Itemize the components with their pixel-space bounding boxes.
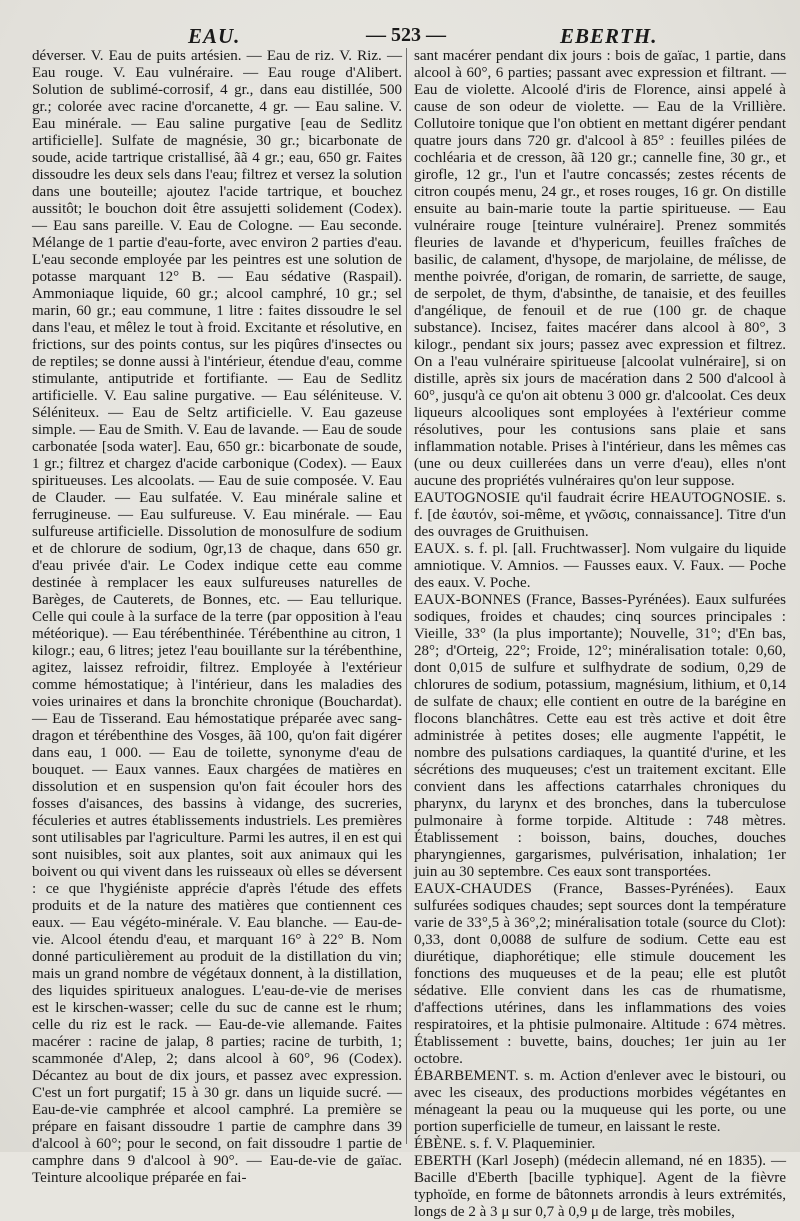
left-column — [32, 48, 402, 1186]
entry-eautognosie: EAUTOGNOSIE qu'il faudrait écrire HEAUTOGNOSIE. s. f. [de ἑαυτόν, soi-même, et γνῶσις, connaissance]. Titre d'un des ouvrages de Gruithuisen. — [414, 490, 786, 540]
page-number: — 523 — — [366, 24, 446, 46]
column-divider — [406, 48, 407, 1144]
right-column — [414, 48, 786, 1220]
entry-continuation: sant macérer pendant dix jours : bois de gaïac, 1 partie, dans alcool à 60°, 6 parties; passant avec expression et filtrant. — Eau de violette. Alcoolé d'iris de Florence, ainsi appelé à cause de son odeur de violette. — Eau de la Vrillière. Collutoire tonique que l'on obtient en mettant digérer pendant quatre jours dans 720 gr. d'alcool à 85° : feuilles pilées de cochléaria et de cresson, ãã 120 gr.; cannelle fine, 30 gr., et girofle, 12 gr., l'un et l'autre concassés; zestes récents de citron coupés menu, 24 gr., et roses rouges, 16 gr. On distille ensuite au bain-marie toute la partie spiritueuse. — Eau vulnéraire rouge [teinture vulnéraire]. Prenez sommités fleuries de lavande et d'hypericum, feuilles fraîches de basilic, de calament, d'hysope, de marjolaine, de mélisse, de menthe poivrée, d'origan, de romarin, de sarriette, de sauge, de serpolet, de thym, d'absinthe, de tanaisie, et des feuilles d'angélique, de fenouil et de rue (100 gr. de chaque substance). Incisez, faites macérer dans alcool à 80°, 3 kilogr., pendant six jours; passez avec expression et filtrez. On a l'eau vulnéraire spiritueuse [alcoolat vulnéraire], si on distille, après six jours de macération dans 2 500 d'alcool à 60°, jusqu'à ce qu'on ait obtenu 3 000 gr. d'alcoolat. Ces deux liqueurs alcooliques sont employées à l'extérieur comme résolutives, pour les contusions sans plaie et sans inflammation notable. Prises à l'intérieur, dans les mêmes cas (une ou deux cuillerées dans un verre d'eau), elles n'ont aucune des propriétés vulnéraires qu'on leur suppose. — [414, 48, 786, 489]
entry-eaux: EAUX. s. f. pl. [all. Fruchtwasser]. Nom vulgaire du liquide amniotique. V. Amnios. — Fausses eaux. V. Faux. — Poche des eaux. V. Poche. — [414, 541, 786, 591]
entry-eaux-bonnes: EAUX-BONNES (France, Basses-Pyrénées). Eaux sulfurées sodiques, froides et chaudes; cinq sources principales : Vieille, 33° (la plus importante); Nouvelle, 31°; d'En bas, 28°; d'Orteig, 22°; Froide, 12°; minéralisation totale: 0,60, dont 0,015 de sulfure et sulfhydrate de sodium, 0,29 de chlorures de sodium, potassium, magnésium, lithium, et 0,14 de sulfate de chaux; elle contient en outre de la barégine en flocons blanchâtres. Cette eau est très active et doit être administrée à petites doses; elle augmente l'appétit, le nombre des pulsations cardiaques, la quantité d'urine, et les sécrétions des muqueuses; c'est un traitement excitant. Elle convient dans les affections catarrhales chroniques du pharynx, du larynx et des bronches, dans la tuberculose pulmonaire à forme torpide. Altitude : 748 mètres. Établissement : boisson, bains, douches, douches pharyngiennes, gargarismes, pulvérisation, inhalation; 1er juin au 30 septembre. Ces eaux sont transportées. — [414, 592, 786, 880]
entry-ebarbement: ÉBARBEMENT. s. m. Action d'enlever avec le bistouri, ou avec les ciseaux, des productions morbides végétantes en ménageant la peau ou la muqueuse qui les porte, ou une portion superficielle de tumeur, en laissant le reste. — [414, 1068, 786, 1135]
header-left-word: EAU. — [188, 24, 241, 48]
entry-ebene: ÉBÈNE. s. f. V. Plaqueminier. — [414, 1136, 596, 1152]
left-column-text: déverser. V. Eau de puits artésien. — Eau de riz. V. Riz. — Eau rouge. V. Eau vulnéraire. — Eau rouge d'Alibert. Solution de sublimé-corrosif, 4 gr., dans eau distillée, 500 gr.; colorée avec racine d'orcanette, 4 gr. — Eau saline. V. Eau minérale. — Eau saline purgative [eau de Sedlitz artificielle]. Sulfate de magnésie, 30 gr.; bicarbonate de soude, acide tartrique cristallisé, ãã 4 gr.; eau, 650 gr. Faites dissoudre les deux sels dans l'eau; filtrez et versez la solution dans une bouteille; ajoutez l'acide tartrique, et bouchez aussitôt; le bouchon doit être assujetti solidement (Codex). — Eau sans pareille. V. Eau de Cologne. — Eau seconde. Mélange de 1 partie d'eau-forte, avec environ 2 parties d'eau. L'eau seconde employée par les peintres est une solution de potasse marquant 12° B. — Eau sédative (Raspail). Ammoniaque liquide, 60 gr.; alcool camphré, 10 gr.; sel marin, 60 gr.; eau commune, 1 litre : faites dissoudre le sel dans l'eau, et mêlez le tout à froid. Excitante et résolutive, en frictions, sur des points contus, sur les piqûres d'insectes ou de reptiles; se donne aussi à l'intérieur, étendue d'eau, comme stimulante, antiputride et fortifiante. — Eau de Sedlitz artificielle. V. Eau saline purgative. — Eau séléniteuse. V. Séléniteux. — Eau de Seltz artificielle. V. Eau gazeuse simple. — Eau de Smith. V. Eau de lavande. — Eau de soude carbonatée [soda water]. Eau, 650 gr.: bicarbonate de soude, 1 gr.; filtrez et chargez d'acide carbonique (Codex). — Eaux spiritueuses. Les alcoolats. — Eau de suie composée. V. Eau de Clauder. — Eau sulfatée. V. Eau minérale saline et ferrugineuse. — Eau sulfureuse. V. Eau minérale. — Eau sulfureuse artificielle. Dissolution de monosulfure de sodium et de chlorure de sodium, 0gr,13 de chaque, dans 650 gr. d'eau privée d'air. Le Codex indique cette eau comme destinée à remplacer les eaux sulfureuses naturelles de Barèges, de Cauterets, de Bonnes, etc. — Eau tellurique. Celle qui coule à la surface de la terre (par opposition à l'eau météorique). — Eau térébenthinée. Térébenthine au citron, 1 kilogr.; eau, 6 litres; jetez l'eau bouillante sur la térébenthine, agitez, laissez refroidir, filtrez. Employée à l'extérieur comme hémostatique; à l'intérieur, dans les maladies des voies urinaires et dans la bronchite chronique (Bouchardat). — Eau de Tisserand. Eau hémostatique préparée avec sang-dragon et térébenthine des Vosges, ãã 100, qu'on fait digérer dans eau, 1 000. — Eau de toilette, synonyme d'eau de bouquet. — Eaux vannes. Eaux chargées de matières en dissolution et en suspension qu'on fait écouler hors des fosses d'aisances, des bassins à vidange, des sucreries, féculeries et autres établissements industriels. Les premières sont utilisables par l'agriculture. Parmi les autres, il en est qui sont nuisibles, soit aux plantes, soit aux animaux qui les boivent ou qui vivent dans les ruisseaux où elles se déversent : ce que l'hygiéniste apprécie d'après l'étude des effets produits et de la nature des matières que contiennent ces eaux. — Eau végéto-minérale. V. Eau blanche. — Eau-de-vie. Alcool étendu d'eau, et marquant 16° à 22° B. Nom donné particulièrement au produit de la distillation du vin; mais un grand nombre de végétaux donnent, à la distillation, des liquides spiritueux analogues. L'eau-de-vie de merises est le kirschen-wasser; celle du suc de canne est le rhum; celle du riz est le rack. — Eau-de-vie allemande. Faites macérer : racine de jalap, 8 parties; racine de turbith, 1; scammonée d'Alep, 2; dans alcool à 60°, 96 (Codex). Décantez au bout de dix jours, et passez avec expression. C'est un fort purgatif; 15 à 30 gr. dans un liquide sucré. — Eau-de-vie camphrée et alcool camphré. La première se prépare en faisant dissoudre 1 partie de camphre dans 39 d'alcool à 60°; pour le second, on fait dissoudre 1 partie de camphre dans 9 d'alcool à 90°. — Eau-de-vie de gaïac. Teinture alcoolique préparée en fai- — [32, 48, 402, 1186]
entry-eaux-chaudes: EAUX-CHAUDES (France, Basses-Pyrénées). Eaux sulfurées sodiques chaudes; sept sources dont la température varie de 33°,5 à 36°,2; minéralisation totale (source du Clot): 0,33, dont 0,0088 de sulfure de sodium. Cette eau est diurétique, diaphorétique; elle stimule doucement les fonctions des muqueuses et de la peau; elle est plutôt sédative. Elle convient dans les cas de rhumatisme, d'affections utérines, dans les inflammations des voies respiratoires, et la phtisie pulmonaire. Altitude : 674 mètres. Établissement : buvette, bains, douches; 1er juin au 1er octobre. — [414, 881, 786, 1067]
entry-eberth: EBERTH (Karl Joseph) (médecin allemand, né en 1835). — Bacille d'Eberth [bacille typhique]. Agent de la fièvre typhoïde, en forme de bâtonnets arrondis à leurs extrémités, longs de 2 à 3 μ sur 0,7 à 0,9 μ de large, très mobiles, — [414, 1153, 786, 1220]
header-right-word: EBERTH. — [560, 24, 658, 48]
running-head — [30, 20, 778, 48]
